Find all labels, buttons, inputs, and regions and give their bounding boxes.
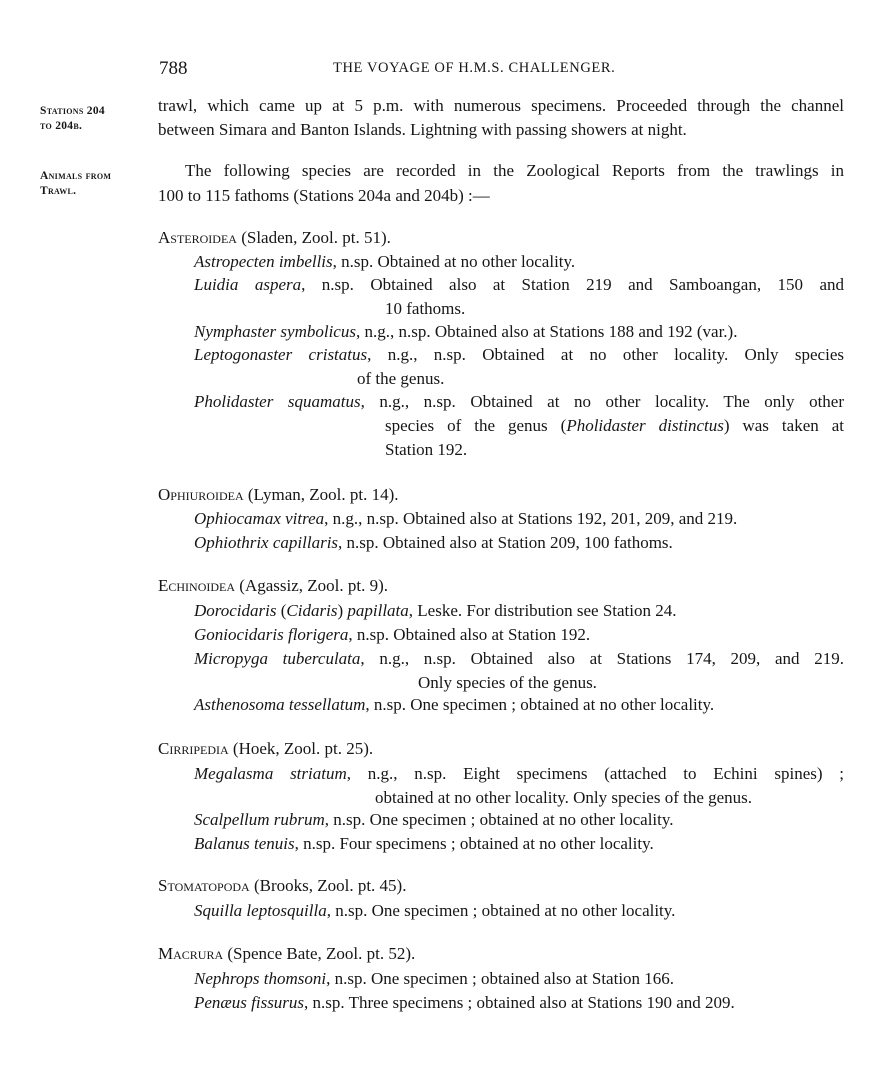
species-name: Leptogonaster cristatus [194,345,368,364]
species-name: Cidaris [286,601,338,620]
species-name: Nephrops thomsoni [194,969,327,988]
species-entry [194,343,844,391]
species-name: papillata [347,601,409,620]
group-heading-ophiuroidea [158,483,398,507]
group-heading-asteroidea [158,226,391,250]
species-note: , n.g., n.sp. Eight specimens (attached to Echini spines) ; [346,764,844,783]
running-title: THE VOYAGE OF H.M.S. CHALLENGER. [333,60,616,76]
margin-note-line: to 204b. [40,120,83,132]
species-entry [194,991,844,1015]
species-name: Balanus tenuis [194,834,295,853]
margin-note-animals [40,169,111,199]
group-name: Cirripedia [158,739,229,758]
group-name: Echinoidea [158,576,236,595]
species-name: Nymphaster symbolicus [194,322,356,341]
species-note-continued: of the genus. [357,369,445,388]
species-entry [194,507,844,531]
group-heading-macrura [158,942,415,966]
group-reference: (Sladen, Zool. pt. 51). [236,228,391,247]
species-note: , n.sp. Four specimens ; obtained at no other locality. [294,834,654,853]
species-note: , n.g., n.sp. Obtained at no other locality. The only other [360,392,844,411]
group-name: Ophiuroidea [158,485,244,504]
species-note: , n.g., n.sp. Obtained at no other locality. Only species [367,345,844,364]
margin-note-line: Animals from [40,170,112,182]
species-name: Ophiothrix capillaris [194,533,339,552]
group-reference: (Hoek, Zool. pt. 25). [228,739,374,758]
species-entry [194,623,844,647]
species-note: , n.sp. Obtained also at Station 219 and Samboangan, 150 and [301,275,844,294]
species-note: , n.g., n.sp. Obtained also at Stations 192, 201, 209, and 219. [324,509,738,528]
species-entry [194,967,844,991]
species-note: , n.sp. Obtained at no other locality. [332,252,576,271]
species-entry [194,647,844,695]
species-name: Penæus fissurus [194,993,305,1012]
margin-note-line: Stations 204 [40,105,105,117]
species-entry [194,531,844,555]
margin-note-line: Trawl. [40,185,77,197]
group-heading-echinoidea [158,574,388,598]
group-reference: (Agassiz, Zool. pt. 9). [235,576,389,595]
intro-line: The following species are recorded in the Zoological Reports from the trawlings in [185,161,844,180]
species-entry [194,273,844,321]
species-entry [194,693,844,717]
species-entry [194,762,844,810]
species-name: Scalpellum rubrum [194,810,325,829]
species-entry [194,390,844,462]
species-note: , n.sp. Obtained also at Station 192. [348,625,591,644]
species-entry [194,832,844,856]
margin-note-stations [40,104,105,134]
group-reference: (Lyman, Zool. pt. 14). [243,485,399,504]
species-note: , n.sp. Obtained also at Station 209, 100 fathoms. [338,533,673,552]
group-reference: (Spence Bate, Zool. pt. 52). [223,944,416,963]
species-name: Dorocidaris [194,601,277,620]
species-note: , n.sp. Three specimens ; obtained also at Stations 190 and 209. [304,993,735,1012]
group-name: Stomatopoda [158,876,250,895]
species-note: , n.g., n.sp. Obtained also at Stations 188 and 192 (var.). [355,322,738,341]
group-heading-stomatopoda [158,874,406,898]
species-name: Pholidaster squamatus [194,392,361,411]
species-note: , n.sp. One specimen ; obtained also at Station 166. [326,969,675,988]
species-note-continued: 10 fathoms. [385,299,466,318]
species-entry [194,250,844,274]
species-entry [194,808,844,832]
species-note-continued: species of the genus (Pholidaster distinctus) was taken at [385,416,844,435]
species-entry: Dorocidaris (Cidaris) papillata, Leske. For distribution see Station 24. [194,601,677,620]
group-reference: (Brooks, Zool. pt. 45). [249,876,407,895]
species-name: Squilla leptosquilla [194,901,327,920]
species-name: Micropyga tuberculata [194,649,361,668]
species-name: Goniocidaris florigera [194,625,349,644]
species-name: Asthenosoma tessellatum [194,695,366,714]
group-name: Macrura [158,944,224,963]
species-name: Astropecten imbellis [194,252,333,271]
species-name: Ophiocamax vitrea [194,509,325,528]
species-note: , Leske. For distribution see Station 24. [408,601,677,620]
intro-line: trawl, which came up at 5 p.m. with numerous specimens. Proceeded through the channel [158,96,844,115]
species-name: Luidia aspera [194,275,302,294]
species-entry [194,899,844,923]
group-heading-cirripedia [158,737,373,761]
species-note-continued: Only species of the genus. [418,673,597,692]
species-note: , n.sp. One specimen ; obtained at no other locality. [326,901,676,920]
intro-line: between Simara and Banton Islands. Lightning with passing showers at night. [158,120,687,139]
species-name: Megalasma striatum [194,764,347,783]
species-note-continued: Station 192. [385,440,468,459]
group-name: Asteroidea [158,228,237,247]
species-note: , n.sp. One specimen ; obtained at no other locality. [324,810,674,829]
intro-line: 100 to 115 fathoms (Stations 204a and 204b) :— [158,186,490,205]
species-note-continued: obtained at no other locality. Only species of the genus. [375,788,753,807]
page-number: 788 [159,58,188,79]
species-note: , n.g., n.sp. Obtained also at Stations 174, 209, and 219. [360,649,844,668]
species-note: , n.sp. One specimen ; obtained at no other locality. [365,695,715,714]
species-entry [194,320,844,344]
species-name: Pholidaster distinctus [566,416,724,435]
